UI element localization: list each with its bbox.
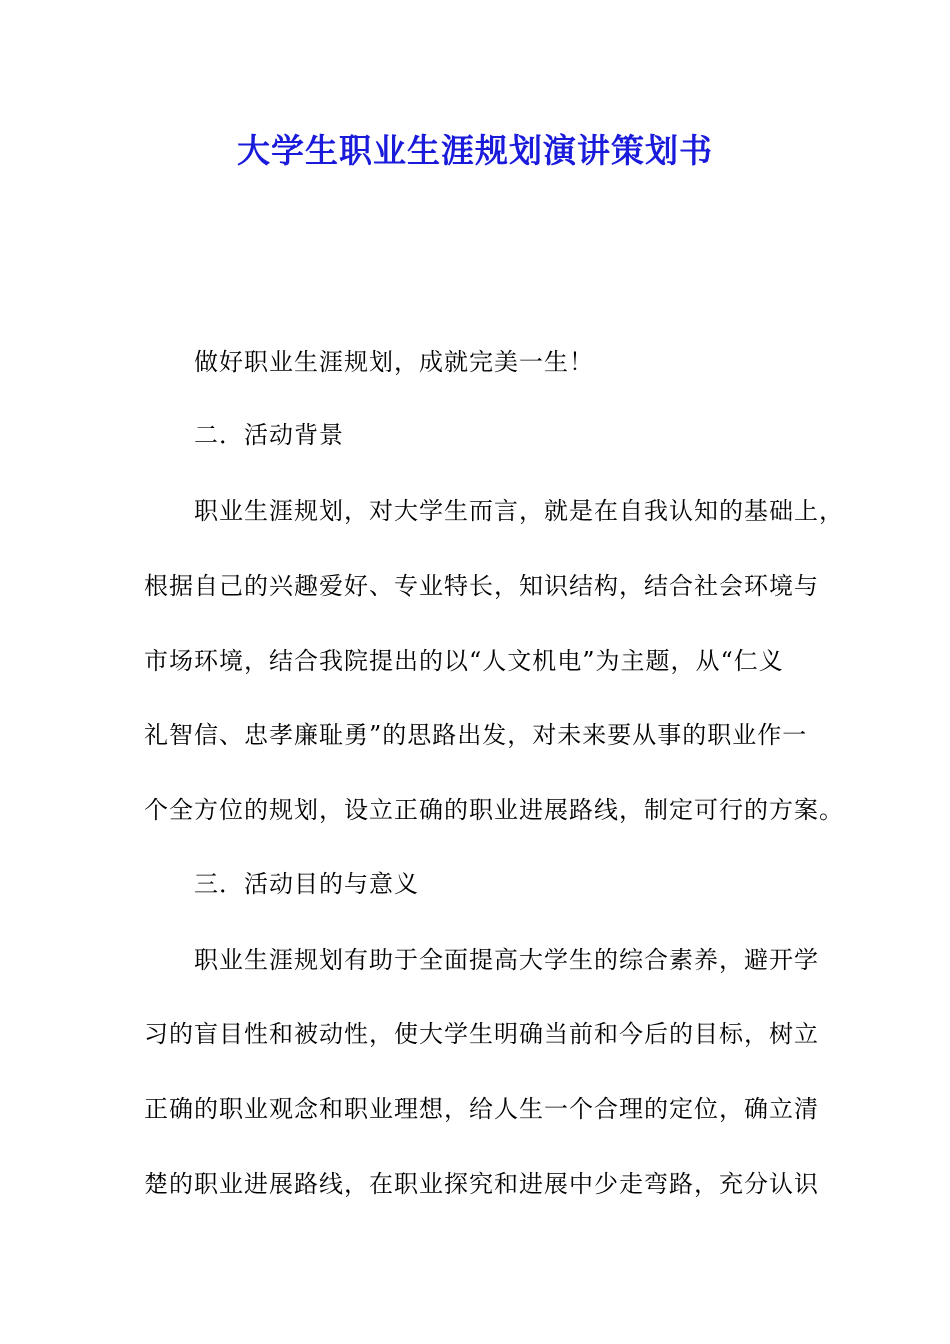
section-heading-background: 二．活动背景 [194,421,344,449]
paragraph-line: 市场环境，结合我院提出的以“人文机电”为主题，从“仁义 [144,647,784,675]
paragraph-line: 个全方位的规划，设立正确的职业进展路线，制定可行的方案。 [144,796,844,824]
paragraph-line: 楚的职业进展路线，在职业探究和进展中少走弯路，充分认识 [144,1170,819,1198]
slogan-line: 做好职业生涯规划，成就完美一生！ [194,348,594,376]
paragraph-line: 习的盲目性和被动性，使大学生明确当前和今后的目标，树立 [144,1020,819,1048]
paragraph-line: 职业生涯规划，对大学生而言，就是在自我认知的基础上， [194,497,844,525]
section-heading-purpose: 三．活动目的与意义 [194,870,419,898]
paragraph-line: 正确的职业观念和职业理想，给人生一个合理的定位，确立清 [144,1095,819,1123]
paragraph-line: 礼智信、忠孝廉耻勇”的思路出发，对未来要从事的职业作一 [144,721,808,749]
document-title: 大学生职业生涯规划演讲策划书 [237,131,713,170]
paragraph-line: 根据自己的兴趣爱好、专业特长，知识结构，结合社会环境与 [144,572,819,600]
paragraph-line: 职业生涯规划有助于全面提高大学生的综合素养，避开学 [194,946,819,974]
